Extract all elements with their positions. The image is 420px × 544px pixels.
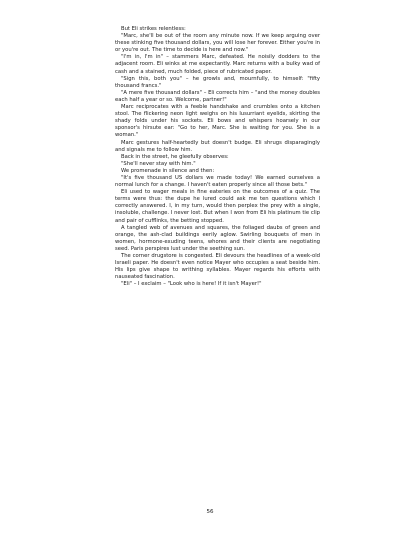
- paragraph: "A mere five thousand dollars" – Eli corrects him – "and the money doubles each half a year or so. Welcome, partner!": [115, 89, 320, 103]
- paragraph: "Marc, she'll be out of the room any minute now. If we keep arguing over these stinking five thousand dollars, you will lose her forever. Either you're in or you're out. The time to decide is here and now.": [115, 33, 320, 54]
- paragraph: Marc reciprocates with a feeble handshake and crumbles onto a kitchen stool. The flickering neon light weighs on his lusurriant eyelids, skirting the shady folds under his sockets. Eli bows and whispers hoarsely in our sponsor's hirsute ear: "Go to her, Marc. She is waiting for you. She is a woman.": [115, 104, 320, 139]
- paragraph: "She'll never stay with him.": [121, 160, 196, 167]
- paragraph: "I'm in, I'm in" – stammers Marc, defeated. He noisily dodders to the adjacent room. Eli winks at me expectantly. Marc returns with a bulky wad of cash and a stained, much folded, piece of rubricated paper.: [115, 54, 320, 75]
- body-text: [115, 26, 320, 288]
- paragraph: Back in the street, he gleefully observes:: [121, 153, 229, 160]
- paragraph: But Eli strikes relentless:: [121, 26, 186, 32]
- paragraph: We promenade in silence and then:: [121, 167, 215, 174]
- paragraph: A tangled web of avenues and squares, the foliaged daubs of green and orange, the ash-clad buildings eerily aglow. Swirling bouquets of men in women, hormone-exuding teens, whores and their clients are negotiating seed. Paris perspires lust under the seething sun.: [115, 224, 320, 252]
- paragraph: Eli used to wager meals in fine eateries on the outcomes of a quiz. The terms were thus: the dupe he lured could ask me ten questions which I correctly answered. I, in my turn, would then perplex the prey with a single, insoluble, challenge. I never lost. But when I won from Eli his platinum tie clip and pair of cufflinks, the betting stopped.: [115, 189, 320, 224]
- paragraph: "Sign this, both you" – he growls and, mournfully, to himself: "fifty thousand francs.": [115, 75, 320, 89]
- paragraph: Marc gestures half-heartedly but doesn't budge. Eli shrugs disparagingly and signals me to follow him.: [115, 139, 320, 153]
- paragraph: The corner drugstore is congested. Eli devours the headlines of a week-old Israeli paper. He doesn't even notice Mayer who occupies a seat beside him. His lips give shape to writhing syllables. Mayer regards his efforts with nauseated fascination.: [115, 253, 320, 281]
- paragraph: "Eli" – I exclaim – "Look who is here! If it isn't Mayer!": [121, 281, 262, 288]
- paragraph: "It's five thousand US dollars we made today! We earned ourselves a normal lunch for a change. I haven't eaten properly since all those bets.": [115, 174, 320, 189]
- page-number: 56: [206, 509, 214, 515]
